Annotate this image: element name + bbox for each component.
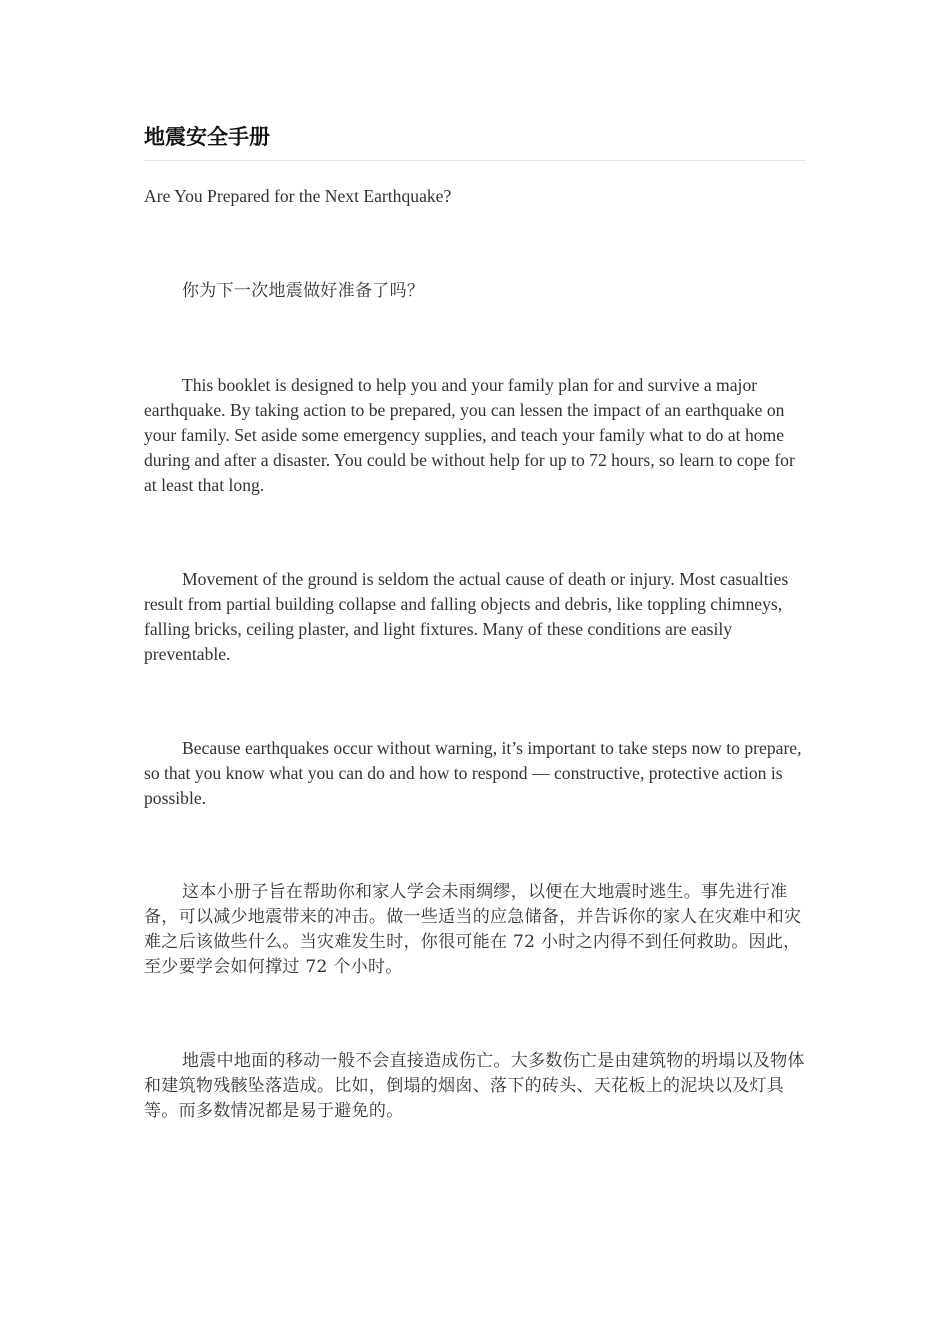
chinese-question-paragraph: 你为下一次地震做好准备了吗？	[182, 281, 425, 301]
subtitle-paragraph: Are You Prepared for the Next Earthquake?	[144, 186, 452, 206]
english-paragraph-ground-movement: Movement of the ground is seldom the actual cause of death or injury. Most casualties result from partial building collapse and falling objects and debris, like toppling chimneys, falling bricks, ceiling plaster, and light fixtures. Many of these conditions are easily preventable.	[144, 569, 789, 664]
chinese-paragraph-booklet: 这本小册子旨在帮助你和家人学会未雨绸缪，以便在大地震时逃生。事先进行准备，可以减少地震带来的冲击。做一些适当的应急储备，并告诉你的家人在灾难中和灾难之后该做些什么。当灾难发生时，你很可能在 72 小时之内得不到任何救助。因此，至少要学会如何撑过 72 个小时。	[144, 882, 802, 977]
english-paragraph-warning: Because earthquakes occur without warning, it’s important to take steps now to prepare, so that you know what you can do and how to respond — constructive, protective action is possible.	[144, 738, 802, 808]
english-paragraph-booklet: This booklet is designed to help you and your family plan for and survive a major earthquake. By taking action to be prepared, you can lessen the impact of an earthquake on your family. Set aside some emergency supplies, and teach your family what to do at home during and after a disaster. You could be without help for up to 72 hours, so learn to cope for at least that long.	[144, 375, 795, 495]
chinese-paragraph-ground-movement: 地震中地面的移动一般不会直接造成伤亡。大多数伤亡是由建筑物的坍塌以及物体和建筑物残骸坠落造成。比如，倒塌的烟囱、落下的砖头、天花板上的泥块以及灯具等。而多数情况都是易于避免的。	[144, 1051, 805, 1121]
title-divider	[144, 160, 806, 161]
page-title: 地震安全手册	[144, 125, 270, 149]
